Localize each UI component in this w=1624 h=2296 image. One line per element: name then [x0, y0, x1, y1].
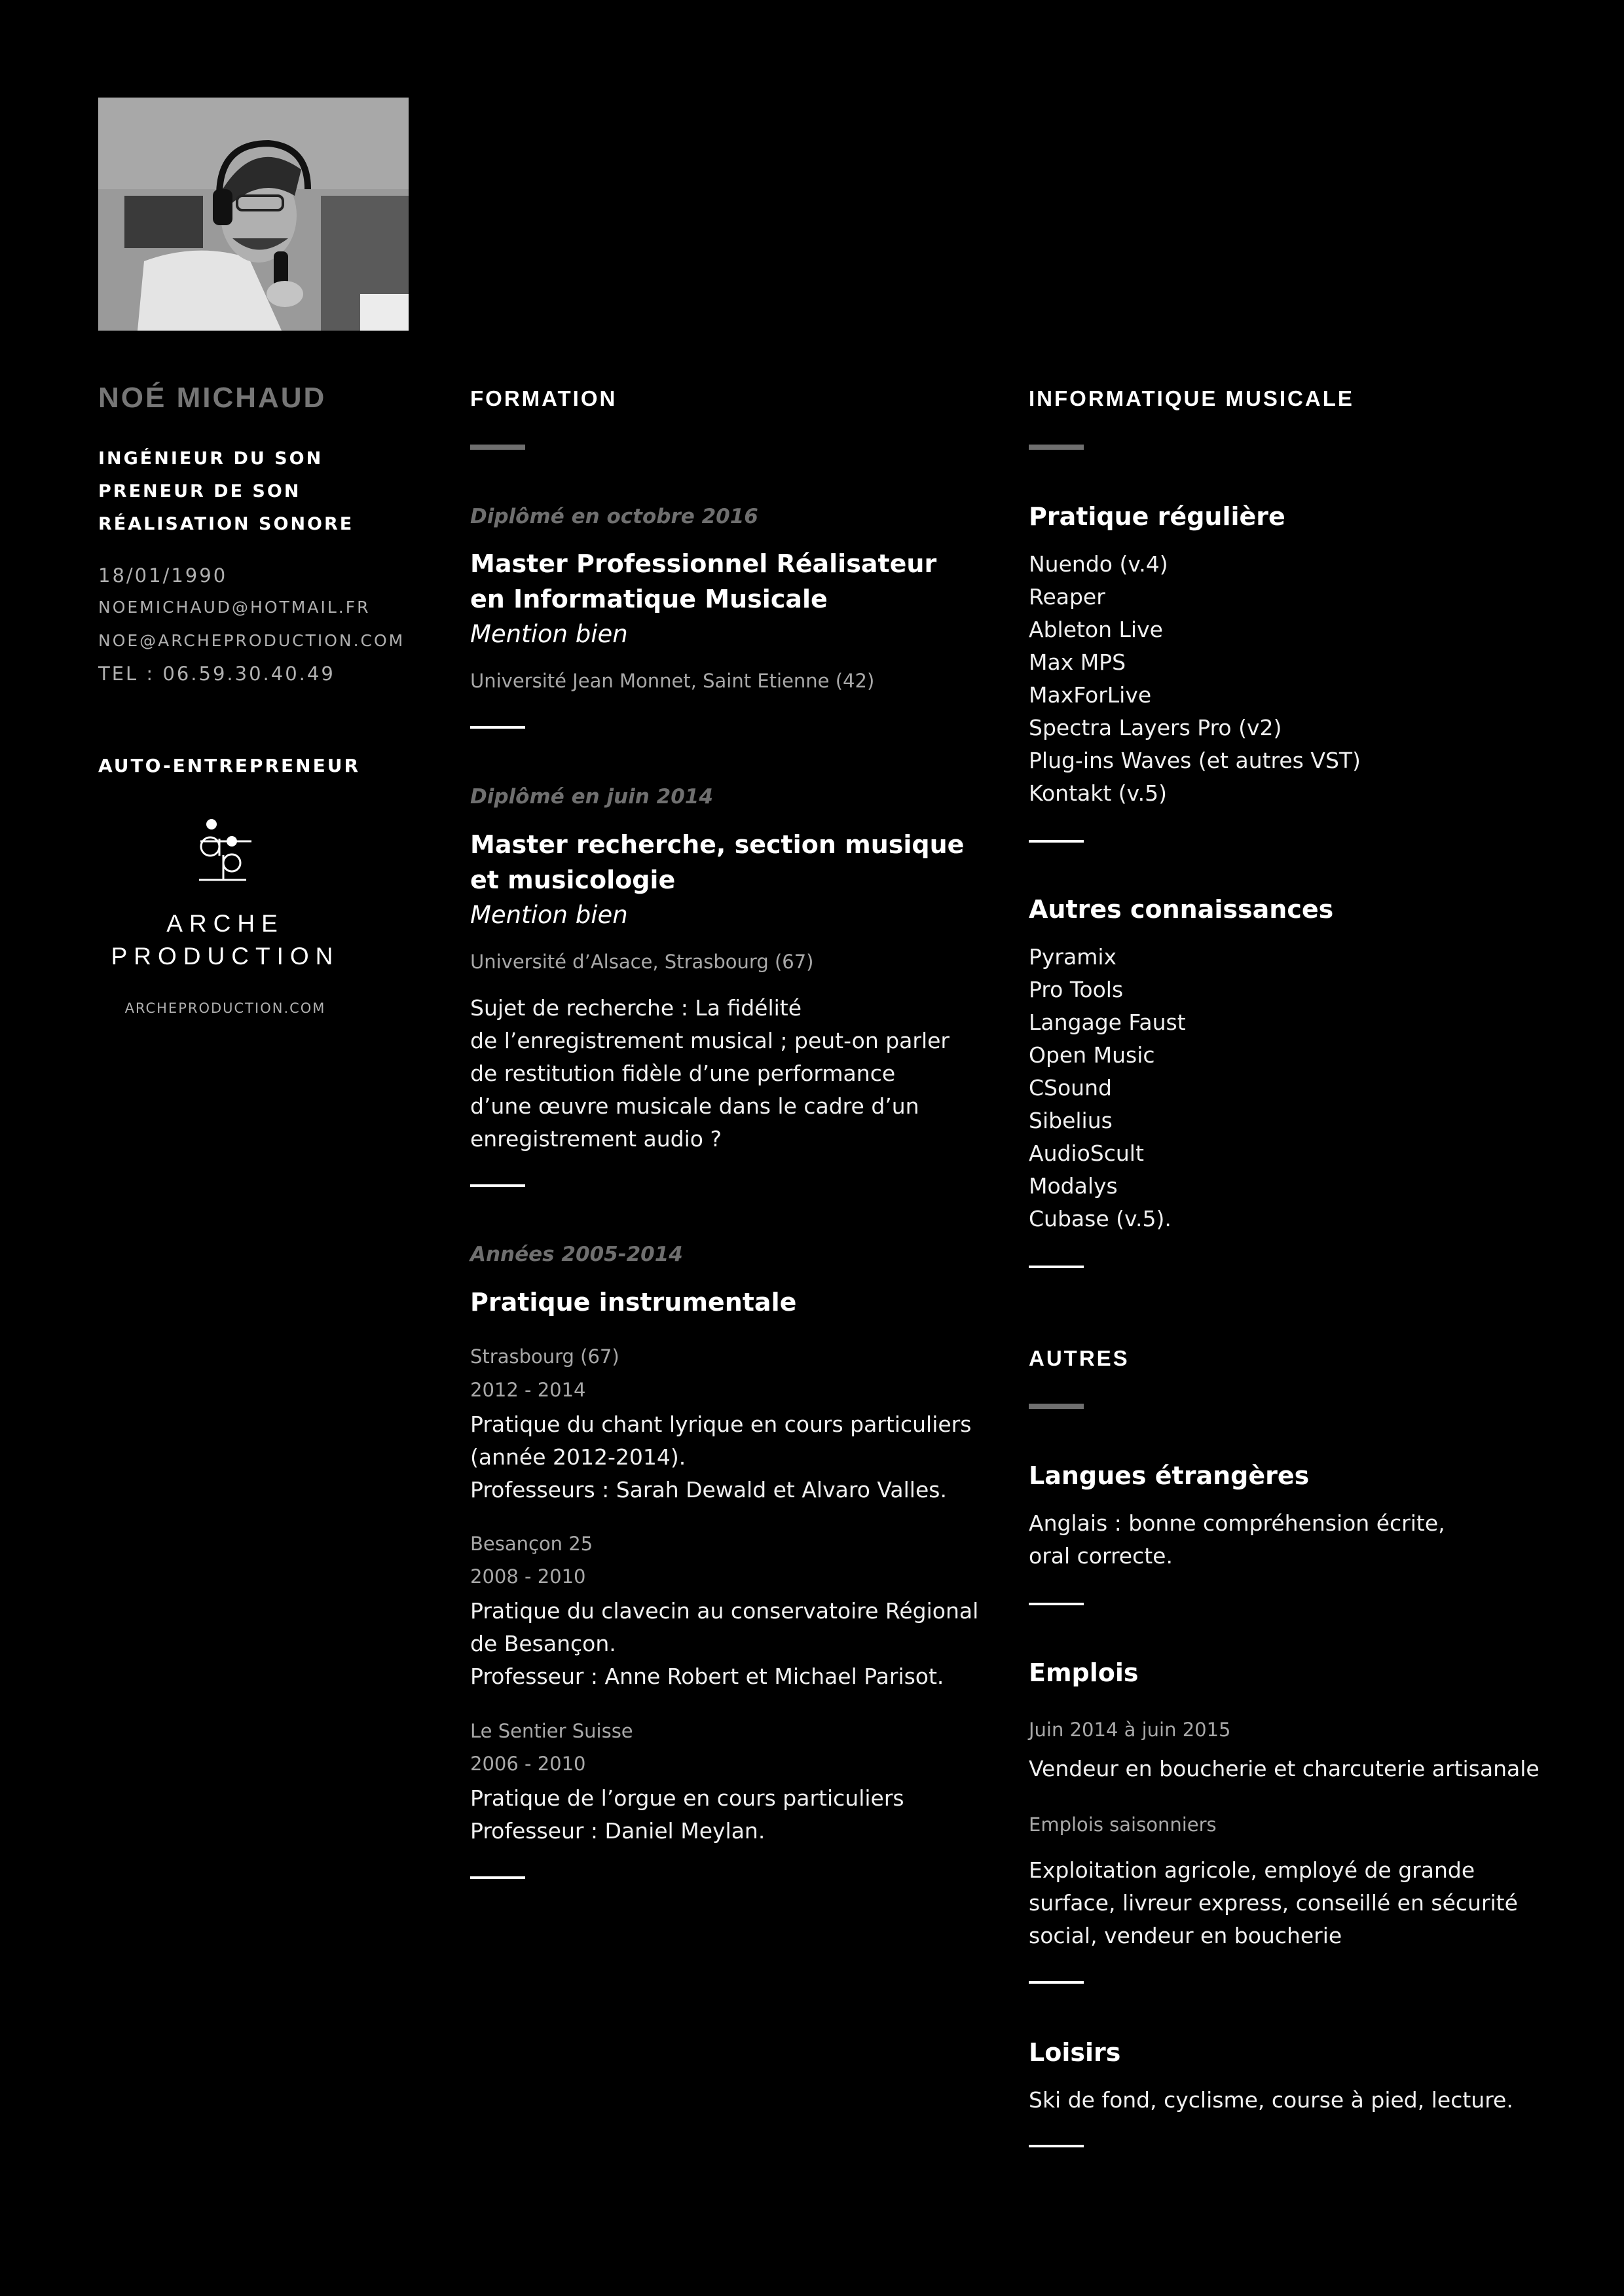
list-item: Plug-ins Waves (et autres VST): [1029, 748, 1361, 773]
job-description: Vendeur en boucherie et charcuterie artisanale: [1029, 1756, 1540, 1781]
job-date: Emplois saisonniers: [1029, 1813, 1217, 1836]
subsection-title: Autres connaissances: [1029, 895, 1334, 924]
practice-description: Pratique du clavecin au conservatoire Régional de Besançon. Professeur : Anne Robert et Michael Parisot.: [470, 1598, 979, 1689]
section-heading-formation: FORMATION: [470, 386, 618, 410]
entry-school: Université d’Alsace, Strasbourg (67): [470, 951, 814, 973]
phone-number: TEL : 06.59.30.40.49: [98, 663, 335, 685]
entry-date: Diplômé en octobre 2016: [470, 505, 758, 528]
practice-description: Pratique de l’orgue en cours particuliers Professeur : Daniel Meylan.: [470, 1785, 904, 1844]
list-item: Cubase (v.5).: [1029, 1206, 1172, 1231]
practice-years: 2008 - 2010: [470, 1565, 586, 1588]
heading-underline: [1029, 1404, 1084, 1409]
company-logo-icon: [194, 817, 257, 885]
job-date: Juin 2014 à juin 2015: [1029, 1719, 1231, 1741]
heading-underline: [470, 445, 525, 450]
list-item: Modalys: [1029, 1173, 1118, 1199]
practice-description: Pratique du chant lyrique en cours particuliers (année 2012-2014). Professeurs : Sarah Dewald et Alvaro Valles.: [470, 1412, 972, 1503]
job-title: RÉALISATION SONORE: [98, 514, 354, 534]
job-description: Exploitation agricole, employé de grande surface, livreur express, conseillé en sécurité social, vendeur en boucherie: [1029, 1857, 1518, 1948]
entry-title: Pratique instrumentale: [470, 1288, 797, 1317]
list-item: Pyramix: [1029, 944, 1117, 970]
list-item: AudioScult: [1029, 1140, 1144, 1166]
list-item: Open Music: [1029, 1042, 1155, 1068]
section-heading-autres: AUTRES: [1029, 1346, 1130, 1370]
divider: [1029, 1981, 1084, 1984]
entry-date: Années 2005-2014: [470, 1243, 683, 1266]
entry-date: Diplômé en juin 2014: [470, 785, 713, 809]
list-item: Langage Faust: [1029, 1010, 1186, 1035]
list-item: CSound: [1029, 1075, 1112, 1101]
website-link[interactable]: ARCHEPRODUCTION.COM: [124, 1000, 326, 1016]
divider: [1029, 2145, 1084, 2147]
email-link[interactable]: NOEMICHAUD@HOTMAIL.FR: [98, 598, 371, 617]
software-list: [1029, 548, 1361, 810]
section-heading-informatique: INFORMATIQUE MUSICALE: [1029, 386, 1354, 410]
list-item: Pro Tools: [1029, 977, 1124, 1002]
practice-years: 2012 - 2014: [470, 1379, 586, 1401]
list-item: Ableton Live: [1029, 617, 1163, 642]
birth-date: 18/01/1990: [98, 564, 228, 587]
divider: [470, 1876, 525, 1879]
list-item: Kontakt (v.5): [1029, 780, 1168, 806]
divider: [1029, 840, 1084, 843]
subsection-title: Pratique régulière: [1029, 502, 1285, 531]
practice-years: 2006 - 2010: [470, 1753, 586, 1775]
hobbies-text: Ski de fond, cyclisme, course à pied, lecture.: [1029, 2087, 1513, 2113]
list-item: Max MPS: [1029, 649, 1126, 675]
practice-place: Le Sentier Suisse: [470, 1720, 633, 1742]
profile-photo: [98, 98, 409, 331]
status-label: AUTO-ENTREPRENEUR: [98, 755, 361, 776]
subsection-title: Langues étrangères: [1029, 1461, 1310, 1490]
list-item: Sibelius: [1029, 1108, 1113, 1133]
practice-place: Besançon 25: [470, 1533, 593, 1555]
list-item: Spectra Layers Pro (v2): [1029, 715, 1282, 740]
list-item: MaxForLive: [1029, 682, 1152, 708]
job-title: PRENEUR DE SON: [98, 481, 301, 501]
entry-school: Université Jean Monnet, Saint Etienne (42): [470, 670, 875, 692]
list-item: Nuendo (v.4): [1029, 551, 1168, 577]
entry-title: Master recherche, section musique et musicologie Mention bien: [470, 827, 964, 933]
subsection-title: Emplois: [1029, 1658, 1139, 1687]
job-title: INGÉNIEUR DU SON: [98, 448, 323, 469]
person-name: NOÉ MICHAUD: [98, 382, 327, 414]
divider: [1029, 1266, 1084, 1268]
list-item: Reaper: [1029, 584, 1105, 610]
divider: [470, 1184, 525, 1187]
entry-mention: Mention bien: [470, 901, 628, 929]
divider: [470, 726, 525, 729]
job-titles: [98, 443, 354, 541]
divider: [1029, 1603, 1084, 1605]
company-name-line: ARCHE: [166, 910, 284, 937]
software-list: [1029, 941, 1186, 1235]
heading-underline: [1029, 445, 1084, 450]
entry-description: Sujet de recherche : La fidélité de l’enregistrement musical ; peut-on parler de restitution fidèle d’une performance d’une œuvre musicale dans le cadre d’un enregistrement audio ?: [470, 995, 950, 1152]
email-link[interactable]: NOE@ARCHEPRODUCTION.COM: [98, 631, 405, 650]
practice-place: Strasbourg (67): [470, 1345, 619, 1368]
company-name-line: PRODUCTION: [111, 943, 340, 970]
languages-text: Anglais : bonne compréhension écrite, oral correcte.: [1029, 1510, 1445, 1569]
subsection-title: Loisirs: [1029, 2038, 1121, 2067]
entry-mention: Mention bien: [470, 620, 628, 648]
entry-title: Master Professionnel Réalisateur en Informatique Musicale Mention bien: [470, 546, 936, 652]
